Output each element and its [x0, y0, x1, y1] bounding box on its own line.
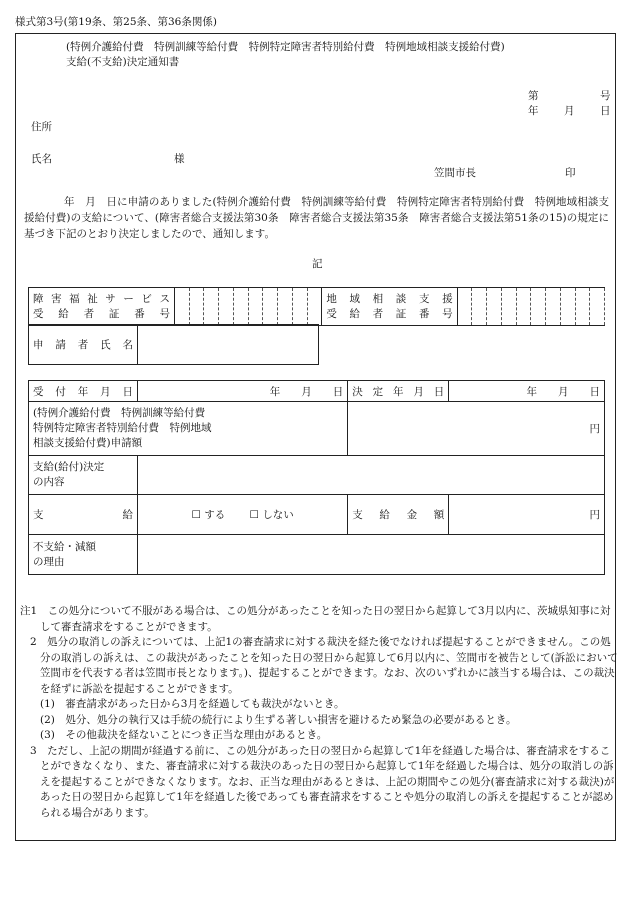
- note-2-3: (3) その他裁決を経ないことにつき正当な理由があるとき。: [40, 729, 328, 741]
- checkbox-no[interactable]: ☐: [249, 509, 259, 521]
- note-2-1: (1) 審査請求があった日から3月を経過しても裁決がないとき。: [40, 698, 345, 710]
- applicant-name-field[interactable]: [138, 325, 319, 365]
- date-year: 年: [528, 105, 539, 117]
- note-3: 3 ただし、上記の期間が経過する前に、この処分があった日の翌日から起算して1年を経過した場合は、審査請求をすることができなくなり、また、審査請求に対する裁決のあった日の翌日から起算して1年を経過した場合は、処分の取消しの訴えを提起することができなくなります。なお、正当な理由があるときは、上記の期間やこの処分(審査請求に対する裁決)があった日の翌日から起算して1年を経過した後であっても審査請求をすることや処分の取消しの訴えを提起することが認められる場合があります。: [30, 744, 615, 819]
- chiiki-digit[interactable]: [501, 288, 516, 326]
- applicant-label: 申請者氏名: [29, 325, 138, 365]
- payment-label: 支 給: [29, 495, 138, 535]
- receipt-date-label: 受付年月日: [29, 381, 138, 402]
- recipient-digit[interactable]: [307, 288, 322, 326]
- decision-content-label: 支給(給付)決定 の内容: [29, 456, 138, 495]
- issuer: 笠間市長: [434, 167, 476, 179]
- recipient-digit[interactable]: [189, 288, 204, 326]
- decision-date-label: 決定年月日: [348, 381, 449, 402]
- application-amount-field[interactable]: 円: [348, 402, 605, 456]
- body-text: 年 月 日に申請のありました(特例介護給付費 特例訓練等給付費 特例特定障害者特別給付費 特例地域相談支援給付費)の支給について、(障害者総合支援法第30条 障害者総合支援法第35条 障害者総合支援法第51条の15)の規定に基づき下記のとおり決定しましたので、通知します。: [24, 196, 609, 240]
- recipient-digit[interactable]: [175, 288, 190, 326]
- ki: 記: [312, 258, 323, 270]
- chiiki-digit[interactable]: [516, 288, 531, 326]
- payment-amount-label: 支給金額: [348, 495, 449, 535]
- chiiki-digit[interactable]: [531, 288, 546, 326]
- recipient-number-table: [28, 287, 605, 326]
- recipient-digit[interactable]: [233, 288, 248, 326]
- chiiki-digit[interactable]: [546, 288, 561, 326]
- application-amount-label: (特例介護給付費 特例訓練等給付費 特例特定障害者特別給付費 特例地域 相談支援給付費)申請額: [29, 402, 348, 456]
- name-label: 氏名: [31, 153, 52, 165]
- form-number: 様式第3号(第19条、第25条、第36条関係): [15, 16, 217, 28]
- payment-options: ☐ する ☐ しない: [138, 495, 348, 535]
- number-dai: 第: [528, 90, 539, 102]
- date-month: 月: [564, 105, 575, 117]
- recipient-digit[interactable]: [219, 288, 234, 326]
- chiiki-digit[interactable]: [590, 288, 605, 326]
- chiiki-digit[interactable]: [472, 288, 487, 326]
- note-2: 2 処分の取消しの訴えについては、上記1の審査請求に対する裁決を経た後でなければ提起することができません。この処分の取消しの訴えは、この裁決があったことを知った日の翌日から起算して6月以内に、笠間市を被告として(訴訟において笠間市を代表する者は笠間市長となります。)、提起することができます。なお、次のいずれかに該当する場合は、この裁決を経ずに訴訟を提起することができます。: [30, 636, 618, 695]
- number-go: 号: [600, 90, 611, 102]
- reason-label: 不支給・減額 の理由: [29, 535, 138, 575]
- checkbox-yes[interactable]: ☐: [191, 509, 201, 521]
- chiiki-digit[interactable]: [457, 288, 472, 326]
- chiiki-number-label: 地域相談支援 受給者証番号: [322, 288, 457, 326]
- title-line1: (特例介護給付費 特例訓練等給付費 特例特定障害者特別給付費 特例地域相談支援給付費): [66, 41, 505, 53]
- reason-field[interactable]: [138, 535, 605, 575]
- receipt-date-field[interactable]: 年 月 日: [138, 381, 348, 402]
- payment-amount-field[interactable]: 円: [449, 495, 605, 535]
- title-line2: 支給(不支給)決定通知書: [66, 56, 180, 68]
- recipient-digit[interactable]: [248, 288, 263, 326]
- chiiki-digit[interactable]: [560, 288, 575, 326]
- applicant-table: [28, 324, 319, 365]
- decision-table: [28, 380, 605, 575]
- notes: [20, 604, 620, 821]
- honorific: 様: [174, 153, 185, 165]
- recipient-digit[interactable]: [204, 288, 219, 326]
- seal: 印: [565, 167, 576, 179]
- date-day: 日: [600, 105, 611, 117]
- recipient-number-label: 障害福祉サービス 受給者証番号: [29, 288, 175, 326]
- chiiki-digit[interactable]: [575, 288, 590, 326]
- note-1: 注1 この処分について不服がある場合は、この処分があったことを知った日の翌日から起算して3月以内に、茨城県知事に対して審査請求をすることができます。: [20, 605, 611, 633]
- recipient-digit[interactable]: [292, 288, 307, 326]
- decision-content-field[interactable]: [138, 456, 605, 495]
- decision-date-field[interactable]: 年 月 日: [449, 381, 605, 402]
- note-2-2: (2) 処分、処分の執行又は手続の続行により生ずる著しい損害を避けるため緊急の必要があるとき。: [40, 713, 517, 726]
- recipient-digit[interactable]: [263, 288, 278, 326]
- address-label: 住所: [31, 121, 52, 133]
- chiiki-digit[interactable]: [487, 288, 502, 326]
- recipient-digit[interactable]: [278, 288, 293, 326]
